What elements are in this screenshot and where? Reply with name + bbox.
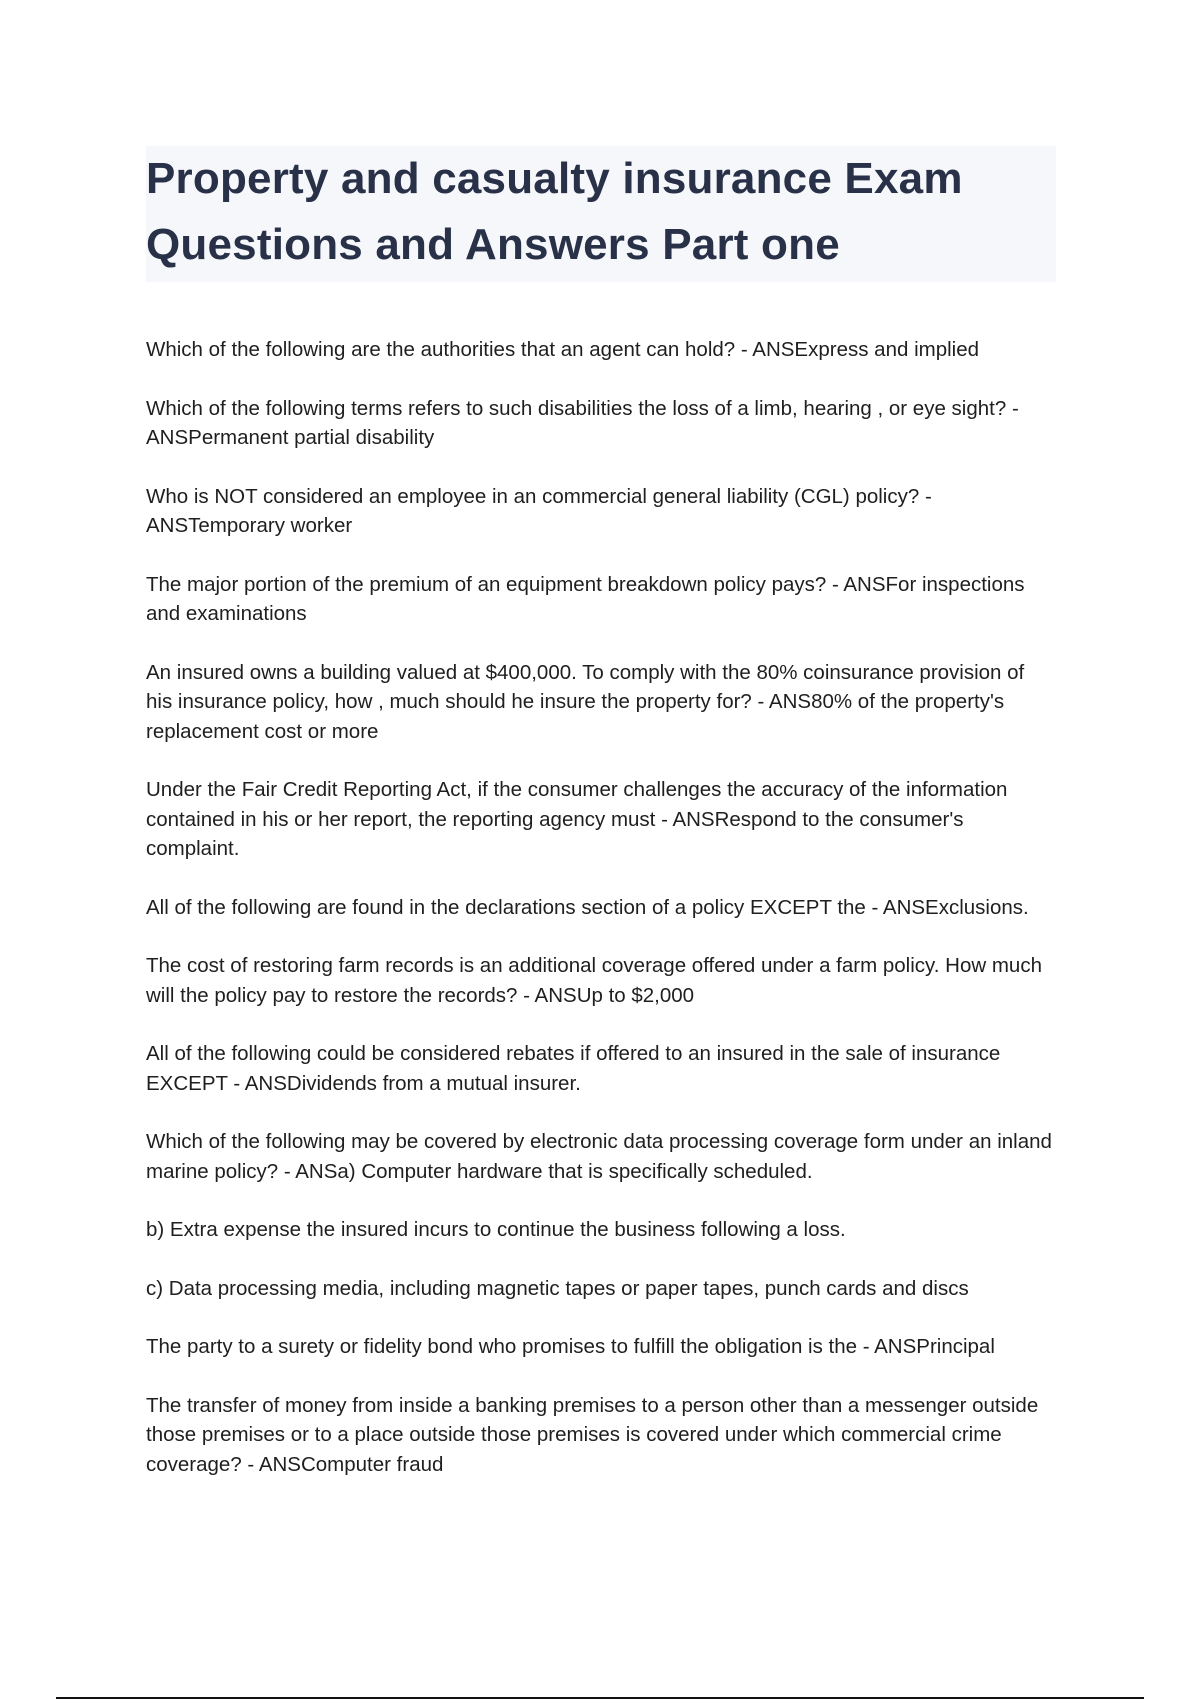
qa-item: Which of the following are the authorities that an agent can hold? - ANSExpress and implied [146, 338, 980, 361]
qa-item: The cost of restoring farm records is an additional coverage offered under a farm policy. How much will the policy pay to restore the records? - ANSUp to $2,000 [146, 954, 1042, 1007]
title-line-2: Questions and Answers Part one [146, 220, 840, 269]
qa-item: An insured owns a building valued at $400,000. To comply with the 80% coinsurance provision of his insurance policy, how , much should he insure the property for? - ANS80% of the property's replacement cost or more [146, 660, 1025, 743]
qa-item: c) Data processing media, including magnetic tapes or paper tapes, punch cards and discs [146, 1276, 969, 1300]
qa-item: The party to a surety or fidelity bond who promises to fulfill the obligation is the - ANSPrincipal [146, 1335, 995, 1358]
qa-item: Under the Fair Credit Reporting Act, if the consumer challenges the accuracy of the information contained in his or her report, the reporting agency must - ANSRespond to the consumer's complaint. [146, 778, 1008, 860]
title-line-1: Property and casualty insurance Exam [146, 154, 963, 203]
title-block [146, 146, 1056, 282]
qa-item: b) Extra expense the insured incurs to continue the business following a loss. [146, 1218, 846, 1241]
qa-item: Which of the following terms refers to such disabilities the loss of a limb, hearing , or eye sight? - ANSPermanent partial disability [146, 396, 1019, 449]
qa-item: Which of the following may be covered by electronic data processing coverage form under an inland marine policy? - ANSa) Computer hardware that is specifically scheduled. [146, 1130, 1052, 1183]
qa-item: All of the following could be considered rebates if offered to an insured in the sale of insurance EXCEPT - ANSDividends from a mutual insurer. [146, 1042, 1001, 1095]
footer-divider [56, 1697, 1144, 1699]
qa-item: All of the following are found in the declarations section of a policy EXCEPT the - ANSExclusions. [146, 895, 1029, 919]
qa-item: Who is NOT considered an employee in an commercial general liability (CGL) policy? - ANSTemporary worker [146, 484, 932, 537]
qa-item: The major portion of the premium of an equipment breakdown policy pays? - ANSFor inspections and examinations [146, 572, 1025, 625]
document-title [146, 146, 1056, 278]
qa-item: The transfer of money from inside a banking premises to a person other than a messenger outside those premises or to a place outside those premises is covered under which commercial crime coverage? - ANSComputer fraud [146, 1393, 1039, 1476]
qa-list [146, 335, 1056, 1508]
